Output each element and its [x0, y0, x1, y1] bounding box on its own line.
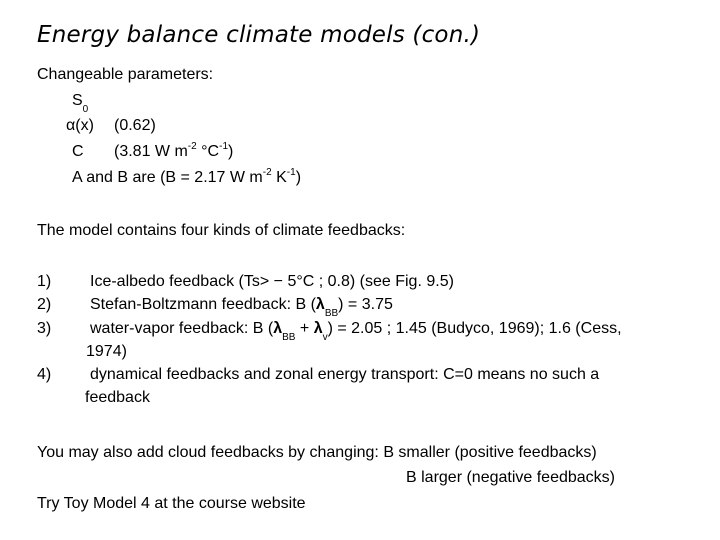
param-c-value: (3.81 W $m^{-2}$ $^\circ C^{-1}$): [114, 140, 234, 160]
feedback-num-1: 1): [37, 273, 52, 290]
feedback-num-4: 4): [37, 366, 52, 383]
param-s0: $S_0$: [72, 92, 89, 116]
feedback-water-vapor-cont: 1974): [86, 343, 127, 360]
feedbacks-heading: The model contains four kinds of climate feedbacks:: [37, 222, 406, 239]
toy-model-note: Try Toy Model 4 at the course website: [37, 495, 306, 512]
param-alpha: α(x): [66, 117, 94, 134]
feedback-ice-albedo: Ice-albedo feedback (Ts> − 5°C ; 0.8) (see Fig. 9.5): [90, 273, 454, 290]
feedback-water-vapor: water-vapor feedback: B $(\lambda_{BB} + \lambda_v) = 2.05$ ; 1.45 (Budyco, 1969); 1.6 (Cess,: [90, 320, 622, 344]
feedback-num-3: 3): [37, 320, 52, 337]
cloud-feedback-line2: B larger (negative feedbacks): [406, 469, 615, 486]
param-ab: A and B are (B = 2.17 W $m^{-2}$ $K^{-1}$): [72, 166, 302, 186]
params-heading: Changeable parameters:: [37, 66, 214, 83]
feedback-num-2: 2): [37, 296, 52, 313]
param-alpha-value: (0.62): [114, 117, 156, 134]
feedback-dynamical-cont: feedback: [85, 389, 150, 406]
feedback-stefan-boltzmann: Stefan-Boltzmann feedback: B $(\lambda_{BB}) = 3.75$: [90, 296, 393, 320]
slide-title: Energy balance climate models (con.): [37, 22, 481, 48]
feedback-dynamical: dynamical feedbacks and zonal energy transport: C=0 means no such a: [90, 366, 600, 383]
cloud-feedback-line1: You may also add cloud feedbacks by changing: B smaller (positive feedbacks): [37, 444, 597, 461]
param-c: C: [72, 143, 84, 160]
